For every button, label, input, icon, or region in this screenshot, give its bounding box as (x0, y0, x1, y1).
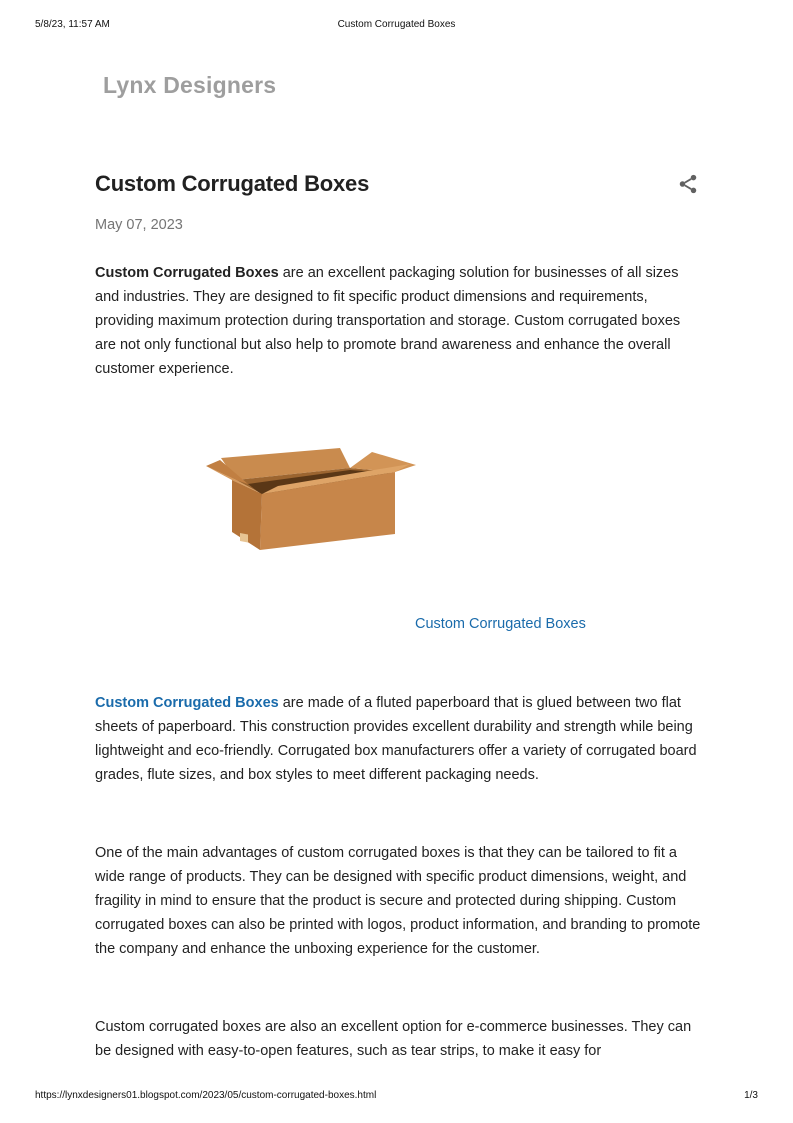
print-url: https://lynxdesigners01.blogspot.com/2023/05/custom-corrugated-boxes.html (35, 1090, 377, 1101)
post-paragraph: One of the main advantages of custom corrugated boxes is that they can be tailored to fit a wide range of products. They can be designed with specific product dimensions, weight, and fragility in mind to ensure that the product is secure and protected during shipping. Custom corrugated boxes can also be printed with logos, product information, and branding to promote the company and enhance the unboxing experience for the customer. (95, 845, 701, 957)
paragraph-text: are an excellent packaging solution for businesses of all sizes and industries. They are designed to fit specific product dimensions and requirements, providing maximum protection during transportation and storage. Custom corrugated boxes are not only functional but also help to promote brand awareness and enhance the overall customer experience. (95, 265, 681, 377)
post-date: May 07, 2023 (95, 217, 183, 233)
post-paragraph (95, 691, 705, 787)
box-illustration (200, 440, 422, 558)
print-footer (35, 1090, 758, 1104)
paragraph-text: are made of a fluted paperboard that is glued between two flat sheets of paperboard. This construction provides excellent durability and strength while being lightweight and eco-friendly. Corrugated box manufacturers offer a variety of corrugated board grades, flute sizes, and box styles to meet different packaging needs. (95, 695, 697, 783)
post-paragraph: Custom corrugated boxes are also an excellent option for e-commerce businesses. They can be designed with easy-to-open features, such as tear strips, to make it easy for (95, 1019, 692, 1059)
print-header (35, 19, 758, 33)
post-paragraph (95, 261, 705, 381)
print-timestamp: 5/8/23, 11:57 AM (35, 19, 110, 30)
image-caption-link[interactable]: Custom Corrugated Boxes (415, 616, 586, 632)
page-number: 1/3 (744, 1090, 758, 1101)
print-title: Custom Corrugated Boxes (337, 19, 456, 30)
bold-lead: Custom Corrugated Boxes (95, 265, 279, 281)
share-button[interactable] (677, 173, 699, 195)
cardboard-box-image[interactable] (200, 440, 422, 558)
post-title: Custom Corrugated Boxes (95, 171, 370, 196)
custom-corrugated-boxes-link[interactable]: Custom Corrugated Boxes (95, 695, 279, 711)
share-icon (677, 173, 699, 195)
blog-name-link[interactable]: Lynx Designers (103, 72, 277, 98)
